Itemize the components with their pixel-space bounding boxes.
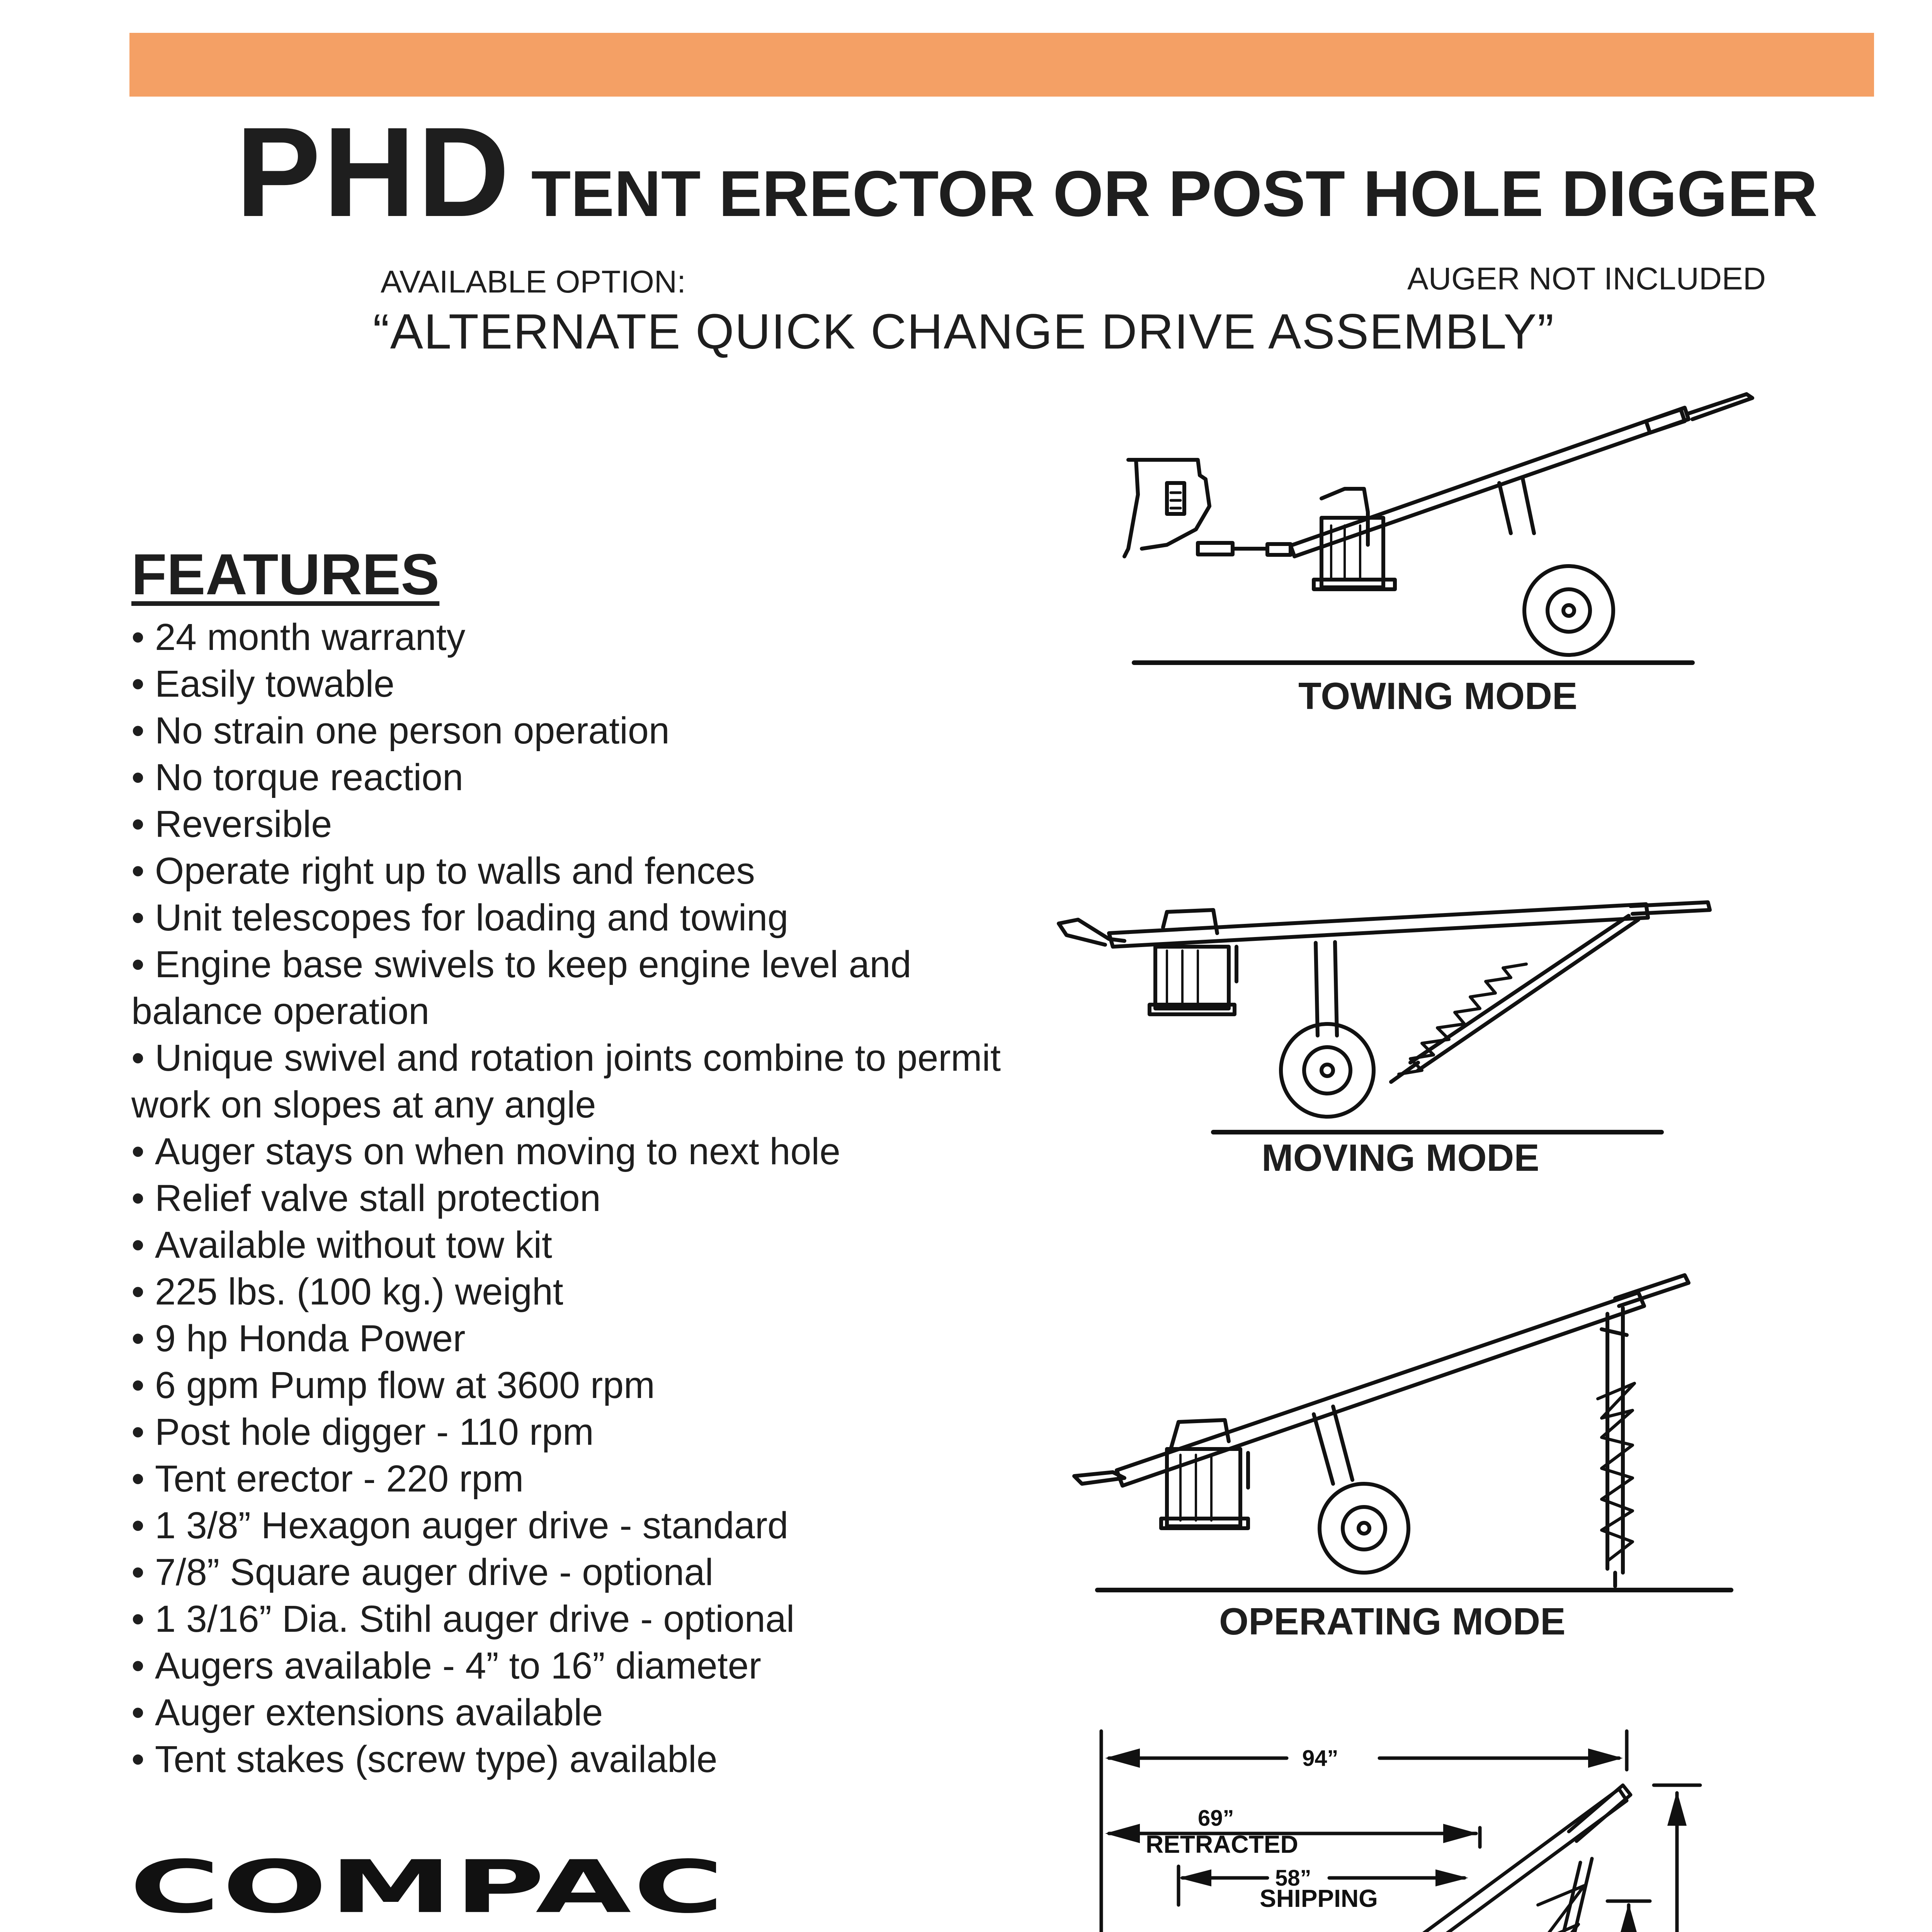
features-list bbox=[131, 614, 1020, 1782]
feature-item: • Tent erector - 220 rpm bbox=[131, 1455, 1020, 1502]
feature-item: • Operate right up to walls and fences bbox=[131, 847, 1020, 894]
moving-mode-diagram bbox=[1051, 889, 1747, 1140]
feature-item: • 1 3/16” Dia. Stihl auger drive - optional bbox=[131, 1595, 1020, 1642]
retracted-length-value: 69” bbox=[1198, 1806, 1234, 1831]
operating-mode-diagram bbox=[1066, 1267, 1754, 1600]
shipping-length-label: SHIPPING bbox=[1260, 1884, 1378, 1912]
retracted-length-label: RETRACTED bbox=[1146, 1830, 1298, 1858]
feature-item: • 1 3/8” Hexagon auger drive - standard bbox=[131, 1502, 1020, 1549]
dimensions-diagram bbox=[1082, 1723, 1731, 1932]
operating-mode-caption: OPERATING MODE bbox=[1219, 1600, 1566, 1643]
feature-item: • 24 month warranty bbox=[131, 614, 1020, 660]
features-heading: FEATURES bbox=[131, 542, 440, 607]
feature-item: • Reversible bbox=[131, 801, 1020, 847]
feature-item: • Tent stakes (screw type) available bbox=[131, 1736, 1020, 1782]
feature-item: • No strain one person operation bbox=[131, 707, 1020, 754]
feature-item: • 6 gpm Pump flow at 3600 rpm bbox=[131, 1362, 1020, 1408]
feature-item: • Auger stays on when moving to next hole bbox=[131, 1128, 1020, 1175]
towing-mode-diagram bbox=[1113, 379, 1770, 672]
feature-item: • 7/8” Square auger drive - optional bbox=[131, 1549, 1020, 1595]
feature-item: • Auger extensions available bbox=[131, 1689, 1020, 1736]
feature-item: • No torque reaction bbox=[131, 754, 1020, 801]
page-title bbox=[236, 99, 1818, 245]
option-name: “ALTERNATE QUICK CHANGE DRIVE ASSEMBLY” bbox=[373, 304, 1555, 359]
feature-item: • 9 hp Honda Power bbox=[131, 1315, 1020, 1362]
available-option-label: AVAILABLE OPTION: bbox=[381, 264, 686, 299]
moving-mode-caption: MOVING MODE bbox=[1262, 1136, 1539, 1179]
feature-item: • Augers available - 4” to 16” diameter bbox=[131, 1642, 1020, 1689]
model-name: PHD bbox=[236, 100, 512, 243]
feature-item: • 225 lbs. (100 kg.) weight bbox=[131, 1268, 1020, 1315]
feature-item: • Unique swivel and rotation joints combine to permit work on slopes at any angle bbox=[131, 1034, 1020, 1128]
product-title: TENT ERECTOR OR POST HOLE DIGGER bbox=[531, 157, 1818, 230]
feature-item: • Relief valve stall protection bbox=[131, 1175, 1020, 1221]
towing-mode-caption: TOWING MODE bbox=[1298, 675, 1578, 717]
feature-item: • Available without tow kit bbox=[131, 1221, 1020, 1268]
top-orange-band bbox=[129, 33, 1874, 97]
shipping-length-value: 58” bbox=[1275, 1866, 1311, 1891]
feature-item: • Post hole digger - 110 rpm bbox=[131, 1408, 1020, 1455]
auger-not-included-note: AUGER NOT INCLUDED bbox=[1407, 261, 1766, 296]
feature-item: • Engine base swivels to keep engine level and balance operation bbox=[131, 941, 1020, 1034]
compac-logo: COMPAC bbox=[129, 1845, 726, 1929]
feature-item: • Easily towable bbox=[131, 660, 1020, 707]
overall-length-label: 94” bbox=[1302, 1746, 1338, 1771]
feature-item: • Unit telescopes for loading and towing bbox=[131, 894, 1020, 941]
